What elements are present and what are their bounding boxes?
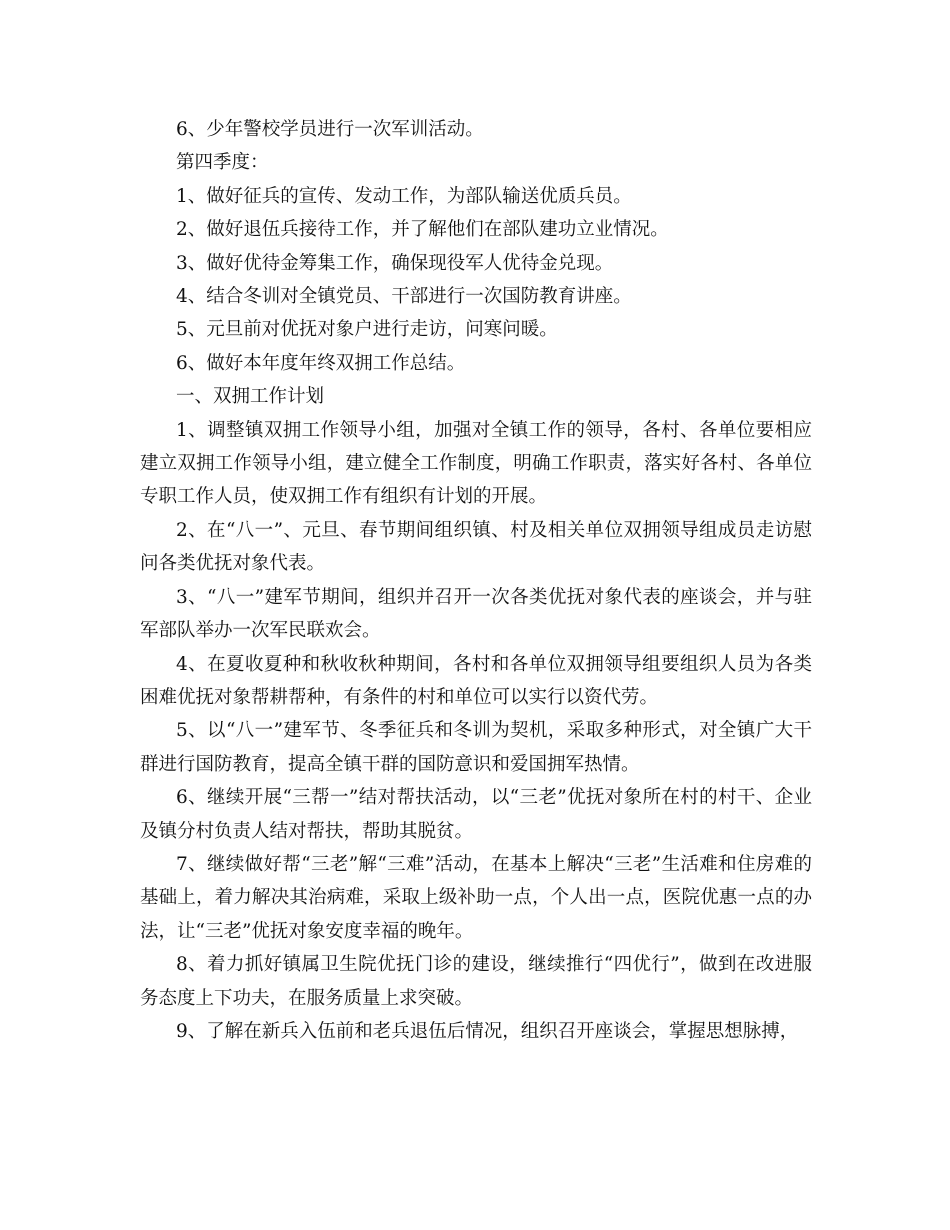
paragraph: 4、在夏收夏种和秋收秋种期间，各村和各单位双拥领导组要组织人员为各类困难优抚对象帮耕帮种，有条件的村和单位可以实行以资代劳。 xyxy=(140,653,812,708)
section-heading-q4: 第四季度： xyxy=(176,152,269,174)
section-heading-plan: 一、双拥工作计划 xyxy=(176,386,325,408)
paragraph: 3、“八一”建军节期间，组织并召开一次各类优抚对象代表的座谈会，并与驻军部队举办一次军民联欢会。 xyxy=(140,586,812,642)
paragraph: 6、做好本年度年终双拥工作总结。 xyxy=(176,352,466,374)
paragraph: 2、在“八一”、元旦、春节期间组织镇、村及相关单位双拥领导组成员走访慰问各类优抚对象代表。 xyxy=(140,519,812,575)
paragraph: 9、了解在新兵入伍前和老兵退伍后情况，组织召开座谈会，掌握思想脉搏， xyxy=(176,1020,799,1042)
document-body xyxy=(140,113,812,1048)
paragraph: 6、少年警校学员进行一次军训活动。 xyxy=(176,119,484,140)
paragraph: 2、做好退伍兵接待工作，并了解他们在部队建功立业情况。 xyxy=(176,219,669,241)
paragraph: 1、调整镇双拥工作领导小组，加强对全镇工作的领导，各村、各单位要相应建立双拥工作领导小组，建立健全工作制度，明确工作职责，落实好各村、各单位专职工作人员，使双拥工作有组织有计划的开展。 xyxy=(140,419,812,508)
paragraph: 4、结合冬训对全镇党员、干部进行一次国防教育讲座。 xyxy=(176,286,632,308)
paragraph: 1、做好征兵的宣传、发动工作，为部队输送优质兵员。 xyxy=(176,185,632,207)
paragraph: 8、着力抓好镇属卫生院优抚门诊的建设，继续推行“四优行”，做到在改进服务态度上下功夫，在服务质量上求突破。 xyxy=(140,954,812,1009)
paragraph: 6、继续开展“三帮一”结对帮扶活动，以“三老”优抚对象所在村的村干、企业及镇分村负责人结对帮扶，帮助其脱贫。 xyxy=(140,787,812,842)
paragraph: 7、继续做好帮“三老”解“三难”活动，在基本上解决“三老”生活难和住房难的基础上，着力解决其治病难，采取上级补助一点，个人出一点，医院优惠一点的办法，让“三老”优抚对象安度幸福的晚年。 xyxy=(140,853,812,942)
paragraph: 3、做好优待金筹集工作，确保现役军人优待金兑现。 xyxy=(176,252,614,274)
paragraph: 5、元旦前对优抚对象户进行走访，问寒问暖。 xyxy=(176,319,558,341)
paragraph: 5、以“八一”建军节、冬季征兵和冬训为契机，采取多种形式，对全镇广大干群进行国防教育，提高全镇干群的国防意识和爱国拥军热情。 xyxy=(140,720,812,775)
